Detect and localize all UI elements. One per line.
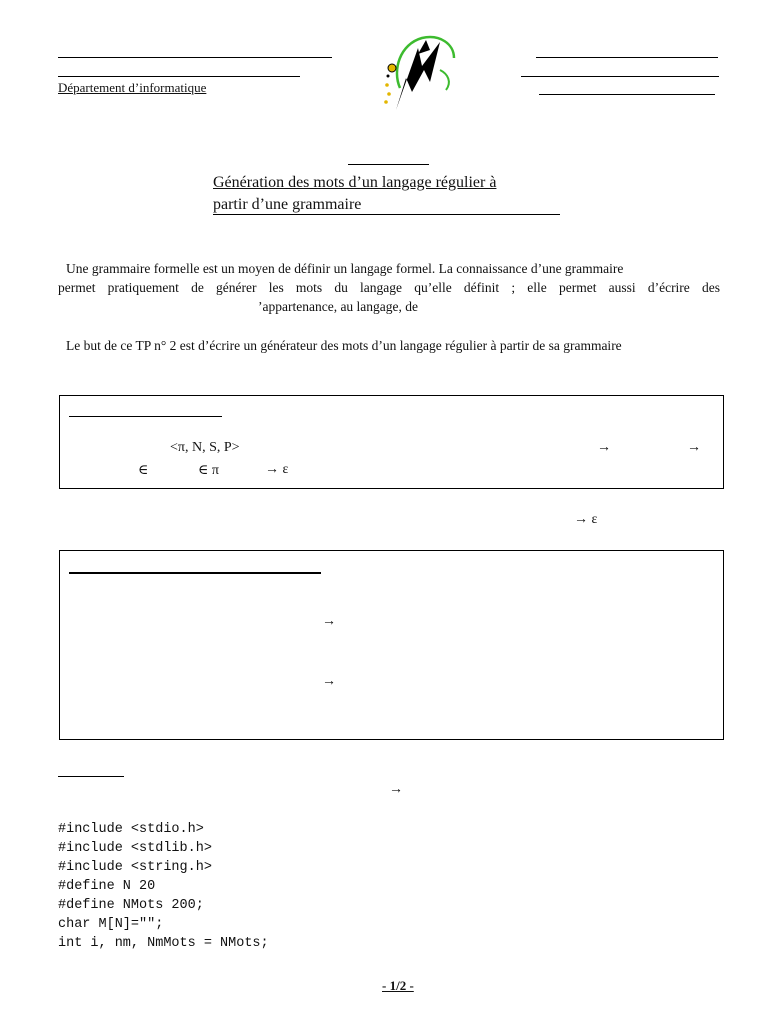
header-rule-right-3 (539, 94, 715, 95)
example-box-heading-rule (69, 572, 321, 574)
code-line: #include <string.h> (58, 860, 212, 875)
element-of-b: ∈ π (198, 463, 219, 478)
title-top-rule (348, 164, 429, 165)
title-line-2: partir d’une grammaire (213, 195, 560, 215)
epsilon-rule-standalone: → ε (574, 512, 598, 527)
intro-line-3: ’appartenance, au langage, de (258, 299, 419, 314)
section3-heading-rule (58, 776, 124, 777)
header-rule-left-1 (58, 57, 332, 58)
intro-line-1: Une grammaire formelle est un moyen de définir un langage formel. La connaissance d’une grammaire (66, 261, 624, 276)
section3-arrow: → (389, 782, 403, 797)
production-arrow-a: → (322, 614, 336, 629)
goal-text: Le but de ce TP n° 2 est d’écrire un générateur des mots d’un langage régulier à partir de sa grammaire (66, 338, 622, 353)
epsilon-rule: → ε (265, 462, 289, 477)
element-of-a: ∈ (138, 463, 149, 478)
university-logo (378, 30, 460, 112)
department-label: Département d’informatique (58, 80, 207, 95)
code-line: #define N 20 (58, 879, 156, 894)
code-line: int i, nm, NmMots = NMots; (58, 936, 269, 951)
definition-box-heading-rule (69, 416, 222, 417)
rule-arrow-b: → (687, 440, 701, 455)
code-line: #include <stdlib.h> (58, 841, 212, 856)
header-rule-right-1 (536, 57, 718, 58)
code-block (58, 820, 269, 953)
title-line-1: Génération des mots d’un langage régulier à (213, 174, 497, 191)
definition-box (59, 395, 724, 489)
logo-icon (378, 30, 460, 112)
grammar-tuple: <π, N, S, P> (170, 440, 240, 455)
code-line: #define NMots 200; (58, 898, 204, 913)
page-number: - 1/2 - (382, 978, 414, 993)
intro-line-2: permet pratiquement de générer les mots du langage qu’elle définit ; elle permet aussi d’écrire des (58, 280, 720, 295)
header-rule-left-2 (58, 76, 300, 77)
header-rule-right-2 (521, 76, 719, 77)
rule-arrow-a: → (597, 440, 611, 455)
example-box (59, 550, 724, 740)
code-line: #include <stdio.h> (58, 822, 204, 837)
production-arrow-b: → (322, 674, 336, 689)
code-line: char M[N]=""; (58, 917, 164, 932)
